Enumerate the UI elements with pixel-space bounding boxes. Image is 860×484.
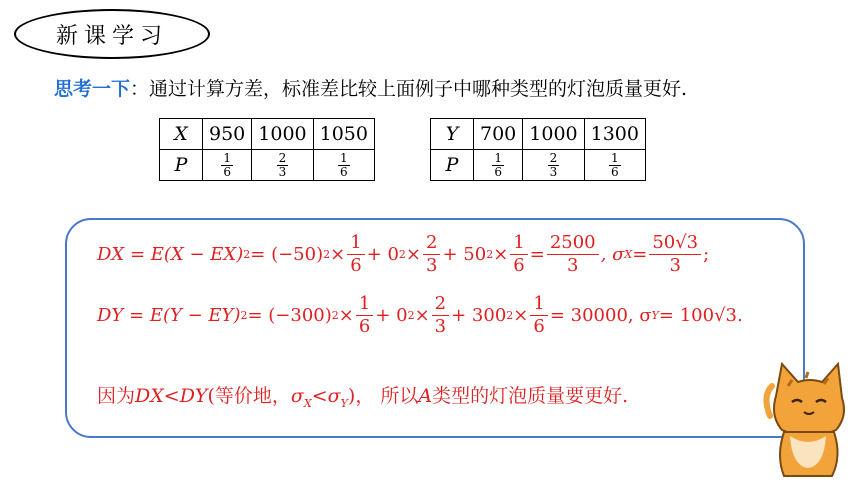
table-row bbox=[160, 150, 375, 181]
section-title-badge bbox=[14, 9, 210, 59]
prob-cell: $\frac{2}{3}$ bbox=[523, 150, 584, 181]
table-row bbox=[160, 119, 375, 150]
value-cell: 1000 bbox=[523, 119, 584, 150]
value-cell: 950 bbox=[203, 119, 252, 150]
value-cell: 700 bbox=[474, 119, 523, 150]
prob-label: P bbox=[431, 150, 474, 181]
table-row bbox=[431, 119, 646, 150]
variance-formula-y: DY = E (Y − EY) 2 = (−300) 2 × $\frac{1}{6}$ + 0 2 × $\frac{2}{3}$ + 300 2 × $\frac{1}{6}$ = 30000, σ Y = 100√3. bbox=[97, 293, 743, 337]
distribution-table-y bbox=[430, 118, 646, 181]
conclusion-text: 因为DX<DY(等价地，$\sigma_X<\sigma_Y$)， 所以A类型的灯泡质量要更好. bbox=[97, 385, 629, 410]
prob-label: P bbox=[160, 150, 203, 181]
value-cell: 1300 bbox=[584, 119, 645, 150]
var-label: Y bbox=[431, 119, 474, 150]
variance-formula-x: DX = E (X − EX) 2 = (−50) 2 × $\frac{1}{6}$ + 0 2 × $\frac{2}{3}$ + 50 2 × $\frac{1}{6}$ = $\frac{2500}{3}$ , σ X = $\frac{50√3}{3}$ ; bbox=[97, 232, 710, 276]
table-row bbox=[431, 150, 646, 181]
question-body: ：通过计算方差，标准差比较上面例子中哪种类型的灯泡质量更好. bbox=[130, 78, 688, 100]
prob-cell: $\frac{2}{3}$ bbox=[252, 150, 313, 181]
question-text bbox=[54, 74, 687, 101]
prob-cell: $\frac{1}{6}$ bbox=[203, 150, 252, 181]
prob-cell: $\frac{1}{6}$ bbox=[313, 150, 374, 181]
distribution-table-x bbox=[159, 118, 375, 181]
prob-cell: $\frac{1}{6}$ bbox=[474, 150, 523, 181]
section-title: 新课学习 bbox=[55, 23, 168, 49]
value-cell: 1050 bbox=[313, 119, 374, 150]
prob-cell: $\frac{1}{6}$ bbox=[584, 150, 645, 181]
question-lead: 思考一下 bbox=[54, 78, 131, 100]
cat-mascot-icon bbox=[762, 356, 854, 478]
value-cell: 1000 bbox=[252, 119, 313, 150]
var-label: X bbox=[160, 119, 203, 150]
